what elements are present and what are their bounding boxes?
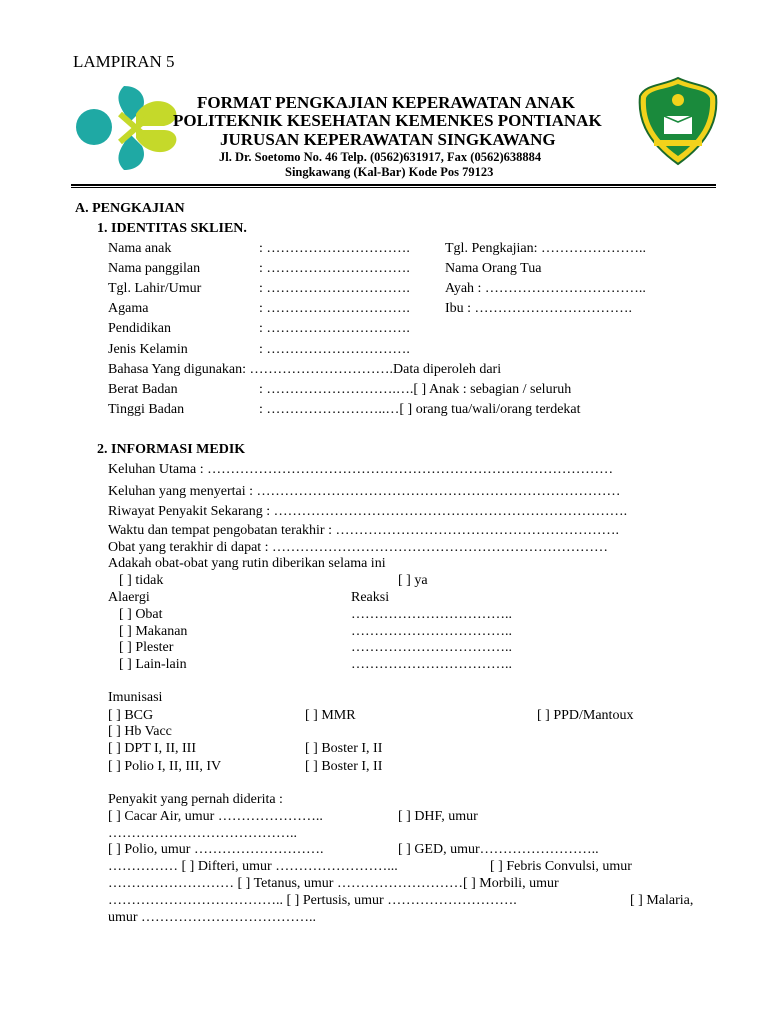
imunisasi-label: Imunisasi [108, 690, 163, 705]
checkbox-dpt[interactable]: [ ] DPT I, II, III [108, 741, 196, 756]
penyakit-line-6a[interactable]: ……………………………….. [ ] Pertusis, umur ………………………. [108, 893, 517, 908]
header-title-1: FORMAT PENGKAJIAN KEPERAWATAN ANAK [197, 93, 575, 112]
reaksi-makanan-dots[interactable]: …………………………….. [351, 624, 512, 639]
reaksi-lain-dots[interactable]: …………………………….. [351, 657, 512, 672]
identitas-title: 1. IDENTITAS SKLIEN. [97, 221, 247, 236]
obat-rutin-question: Adakah obat-obat yang rutin diberikan selama ini [108, 556, 386, 571]
field-tgl-pengkajian[interactable]: Tgl. Pengkajian: ………………….. [445, 241, 647, 256]
header-rule-thick [71, 184, 716, 186]
field-tinggi-badan-value[interactable]: : ……………………..…[ ] orang tua/wali/orang terdekat [259, 402, 581, 417]
alaergi-label: Alaergi [108, 590, 150, 605]
lampiran-label: LAMPIRAN 5 [73, 52, 175, 71]
field-jenis-kelamin-label: Jenis Kelamin [108, 342, 188, 357]
penyakit-line-5a[interactable]: ……………………… [ ] Tetanus, umur ………………………[ ] Morbili, umur [108, 876, 559, 891]
field-agama-dots[interactable]: : …………………………. [259, 301, 410, 316]
checkbox-makanan[interactable]: [ ] Makanan [119, 624, 188, 639]
penyakit-line-7a[interactable]: umur ……………………………….. [108, 910, 317, 925]
header-rule-thin [71, 187, 716, 188]
checkbox-ya[interactable]: [ ] ya [398, 573, 428, 588]
penyakit-line-6b[interactable]: [ ] Malaria, [630, 893, 694, 908]
keluhan-utama-line[interactable]: Keluhan Utama : …………………………………………………………………………… [108, 462, 614, 477]
header-address-2: Singkawang (Kal-Bar) Kode Pos 79123 [285, 165, 494, 179]
field-ayah[interactable]: Ayah : …………………………….. [445, 281, 646, 296]
field-nama-panggilan-label: Nama panggilan [108, 261, 201, 276]
keluhan-menyertai-line[interactable]: Keluhan yang menyertai : …………………………………………………………………… [108, 484, 621, 499]
field-agama-label: Agama [108, 301, 149, 316]
header-address-1: Jl. Dr. Soetomo No. 46 Telp. (0562)631917, Fax (0562)638884 [219, 150, 542, 164]
field-tinggi-badan-label: Tinggi Badan [108, 402, 185, 417]
penyakit-line-1b[interactable]: [ ] DHF, umur [398, 809, 478, 824]
penyakit-line-3b[interactable]: [ ] GED, umur…………………….. [398, 842, 599, 857]
reaksi-label: Reaksi [351, 590, 390, 605]
penyakit-line-4b[interactable]: [ ] Febris Convulsi, umur [490, 859, 632, 874]
reaksi-obat-dots[interactable]: …………………………….. [351, 607, 512, 622]
section-a-title: A. PENGKAJIAN [75, 201, 185, 216]
checkbox-polio-imun[interactable]: [ ] Polio I, II, III, IV [108, 759, 222, 774]
penyakit-line-4a[interactable]: …………… [ ] Difteri, umur ……………………... [108, 859, 398, 874]
checkbox-boster-1[interactable]: [ ] Boster I, II [305, 741, 383, 756]
riwayat-penyakit-line[interactable]: Riwayat Penyakit Sekarang : …………………………………………………………………. [108, 504, 628, 519]
kemenkes-logo-icon [74, 80, 186, 176]
obat-terakhir-line[interactable]: Obat yang terakhir di dapat : ……………………………………………………………… [108, 540, 609, 555]
checkbox-lain-lain[interactable]: [ ] Lain-lain [119, 657, 187, 672]
header-title-3: JURUSAN KEPERAWATAN SINGKAWANG [220, 130, 556, 149]
waktu-pengobatan-line[interactable]: Waktu dan tempat pengobatan terakhir : ……………………………………………………. [108, 523, 619, 538]
logo-teal-left [76, 109, 112, 145]
field-berat-badan-value[interactable]: : ……………………….….[ ] Anak : sebagian / seluruh [259, 382, 572, 397]
field-bahasa[interactable]: Bahasa Yang digunakan: ………………………….Data diperoleh dari [108, 362, 502, 377]
field-pendidikan-label: Pendidikan [108, 321, 171, 336]
checkbox-obat[interactable]: [ ] Obat [119, 607, 163, 622]
field-nama-orang-tua-label: Nama Orang Tua [445, 261, 542, 276]
checkbox-bcg[interactable]: [ ] BCG [108, 708, 154, 723]
field-tgl-lahir-label: Tgl. Lahir/Umur [108, 281, 202, 296]
checkbox-ppd-mantoux[interactable]: [ ] PPD/Mantoux [537, 708, 634, 723]
poltekkes-emblem-icon [638, 76, 718, 166]
penyakit-line-3a[interactable]: [ ] Polio, umur ………………………. [108, 842, 324, 857]
field-nama-anak-label: Nama anak [108, 241, 172, 256]
checkbox-tidak[interactable]: [ ] tidak [119, 573, 164, 588]
checkbox-mmr[interactable]: [ ] MMR [305, 708, 356, 723]
field-nama-anak-dots[interactable]: : …………………………. [259, 241, 410, 256]
field-nama-panggilan-dots[interactable]: : …………………………. [259, 261, 410, 276]
penyakit-line-2a[interactable]: ………………………………….. [108, 826, 297, 841]
checkbox-boster-2[interactable]: [ ] Boster I, II [305, 759, 383, 774]
checkbox-plester[interactable]: [ ] Plester [119, 640, 174, 655]
reaksi-plester-dots[interactable]: …………………………….. [351, 640, 512, 655]
field-tgl-lahir-dots[interactable]: : …………………………. [259, 281, 410, 296]
informasi-medik-title: 2. INFORMASI MEDIK [97, 442, 246, 457]
field-berat-badan-label: Berat Badan [108, 382, 178, 397]
field-ibu[interactable]: Ibu : ……………………………. [445, 301, 633, 316]
field-jenis-kelamin-dots[interactable]: : …………………………. [259, 342, 410, 357]
penyakit-line-1a[interactable]: [ ] Cacar Air, umur ………………….. [108, 809, 323, 824]
field-pendidikan-dots[interactable]: : …………………………. [259, 321, 410, 336]
checkbox-hb-vacc[interactable]: [ ] Hb Vacc [108, 724, 172, 739]
header-title-2: POLITEKNIK KESEHATAN KEMENKES PONTIANAK [173, 111, 602, 130]
penyakit-title: Penyakit yang pernah diderita : [108, 792, 283, 807]
